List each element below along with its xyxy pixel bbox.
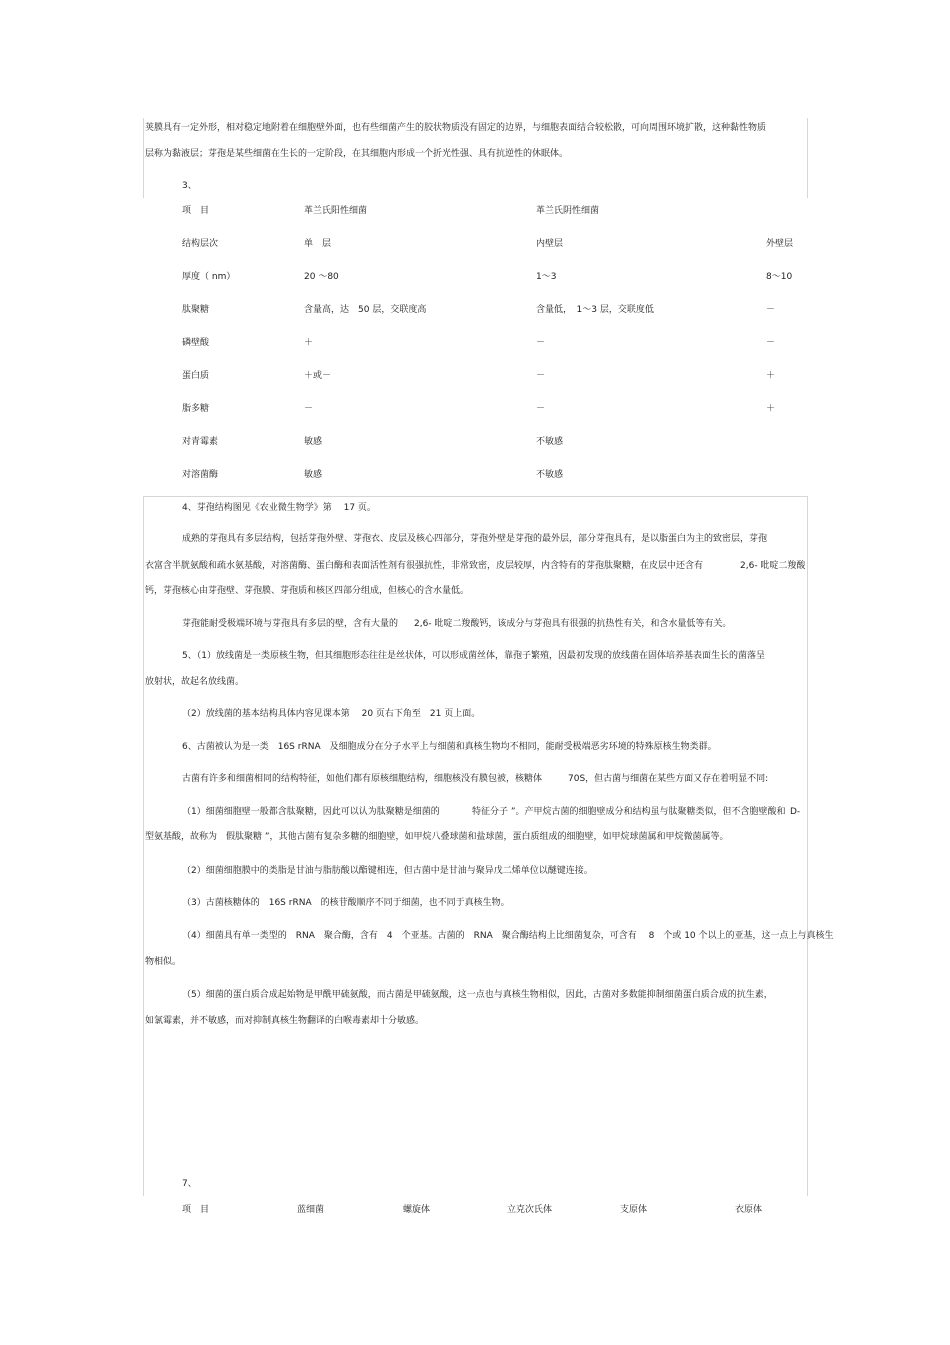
table-cell: 结构层次: [182, 239, 219, 249]
table-cell: 敏感: [304, 437, 323, 447]
table-cell: ＋: [766, 404, 776, 414]
section-5-p2: （2）放线菌的基本结构具体内容见课本第 20 页右下角至 21 页上面。: [182, 709, 481, 719]
section-6-p2-b: 70S，但古菌与细菌在某些方面又存在着明显不同:: [568, 774, 769, 784]
table-cell: 8～10: [766, 272, 793, 282]
table-cell: 肽聚糖: [182, 305, 210, 315]
table-header-item: 项 目: [182, 206, 210, 216]
frame-top-rule: [143, 496, 808, 497]
section-4-p2-b: 2,6- 吡啶二羧酸钙，该成分与芽孢具有很强的抗热性有关，和含水量低等有关。: [414, 619, 732, 629]
table-cell: －: [766, 338, 776, 348]
section-6-p2-a: 古菌有许多和细菌相同的结构特征，如他们都有原核细胞结构，细胞核没有膜包被，核糖体: [182, 774, 543, 784]
table-cell: ＋: [766, 371, 776, 381]
section-4-title: 4、芽孢结构图见《农业微生物学》第 17 页。: [182, 503, 376, 513]
table-cell: 厚度（ nm）: [182, 272, 236, 282]
table-cell: 1～3: [536, 272, 557, 282]
section-6-item-3: （3）古菌核糖体的 16S rRNA 的核苷酸顺序不同于细菌，也不同于真核生物。: [182, 898, 510, 908]
table-cell: 不敏感: [536, 437, 564, 447]
section-6-item-1-b: 特征分子 ”。产甲烷古菌的细胞壁成分和结构虽与肽聚糖类似，但不含胞壁酸和: [472, 807, 786, 817]
table-header-chlamydia: 衣原体: [735, 1205, 763, 1215]
frame-left-line: [143, 118, 144, 198]
frame-right-line: [807, 118, 808, 198]
table-cell: ＋或－: [304, 371, 332, 381]
table-cell: 含量高，达 50 层，交联度高: [304, 305, 427, 315]
intro-line-2: 层称为黏液层；芽孢是某些细菌在生长的一定阶段，在其细胞内形成一个折光性强、具有抗逆性的休眠体。: [145, 149, 569, 159]
section-6-p1: 6、古菌被认为是一类 16S rRNA 及细胞成分在分子水平上与细菌和真核生物均不相同，能耐受极端恶劣环境的特殊原核生物类群。: [182, 742, 717, 752]
section-6-item-2: （2）细菌细胞膜中的类脂是甘油与脂肪酸以酯键相连，但古菌中是甘油与聚异戊二烯单位以醚键连接。: [182, 866, 593, 876]
section-5-p1-line-1: 5、（1）放线菌是一类原核生物，但其细胞形态往往是丝状体，可以形成菌丝体，靠孢子繁殖，因最初发现的放线菌在固体培养基表面生长的菌落呈: [182, 651, 765, 661]
table-cell: 脂多糖: [182, 404, 210, 414]
section-4-p1-line-2-tail: 2,6- 吡啶二羧酸: [740, 561, 806, 571]
section-6-item-1-c: D-: [790, 807, 801, 817]
section-4-p2-a: 芽孢能耐受极端环境与芽孢具有多层的壁，含有大量的: [182, 619, 399, 629]
table-cell: 对溶菌酶: [182, 470, 219, 480]
section-6-item-5-line-1: （5）细菌的蛋白质合成起始物是甲酰甲硫氨酸，而古菌是甲硫氨酸，这一点也与真核生物相似，因此，古菌对多数能抑制细菌蛋白质合成的抗生素，: [182, 990, 773, 1000]
intro-line-1: 荚膜具有一定外形，相对稳定地附着在细胞壁外面，也有些细菌产生的胶状物质没有固定的边界，与细胞表面结合较松散，可向周围环境扩散，这种黏性物质: [145, 123, 767, 133]
section-5-p1-line-2: 放射状，故起名放线菌。: [145, 677, 245, 687]
table-cell: －: [536, 371, 546, 381]
section-6-item-4-line-1: （4）细菌具有单一类型的 RNA 聚合酶，含有 4 个亚基。古菌的 RNA 聚合酶结构上比细菌复杂，可含有 8 个或 10 个以上的亚基，这一点上与真核生: [182, 931, 834, 941]
table-header-gram-positive: 革兰氏阳性细菌: [304, 206, 368, 216]
frame-left-line-2: [143, 496, 144, 1196]
section-4-p1-line-3: 钙，芽孢核心由芽孢壁、芽孢膜、芽孢质和核区四部分组成，但核心的含水量低。: [145, 586, 470, 596]
table-cell: －: [766, 305, 776, 315]
table-header-cyanobacteria: 蓝细菌: [297, 1205, 325, 1215]
table-cell: 磷壁酸: [182, 338, 210, 348]
table-cell: －: [536, 338, 546, 348]
table-cell: 单 层: [304, 239, 332, 249]
section-4-p1-line-2: 衣富含半胱氨酸和疏水氨基酸，对溶菌酶、蛋白酶和表面活性剂有很强抗性，非常致密，皮层较厚，内含特有的芽孢肽聚糖，在皮层中还含有: [145, 561, 704, 571]
table-header-item: 项 目: [182, 1205, 210, 1215]
section-4-p1-line-1: 成熟的芽孢具有多层结构，包括芽孢外壁、芽孢衣、皮层及核心四部分，芽孢外壁是芽孢的最外层，部分芽孢具有，是以脂蛋白为主的致密层，芽孢: [182, 534, 768, 544]
table-cell: 敏感: [304, 470, 323, 480]
table-cell: 对青霉素: [182, 437, 219, 447]
section-3-number: 3、: [182, 181, 197, 191]
table-cell: －: [304, 404, 314, 414]
table-cell: 含量低， 1～3 层，交联度低: [536, 305, 654, 315]
table-header-rickettsia: 立克次氏体: [507, 1205, 553, 1215]
table-cell: ＋: [304, 338, 314, 348]
section-6-item-1-line-2: 型氨基酸，故称为 假肽聚糖 ”，其他古菌有复杂多糖的细胞壁，如甲烷八叠球菌和盐球菌，蛋白质组成的细胞壁，如甲烷球菌属和甲烷微菌属等。: [145, 832, 729, 842]
table-cell: 蛋白质: [182, 371, 210, 381]
table-cell: 不敏感: [536, 470, 564, 480]
section-6-item-5-line-2: 如氯霉素，并不敏感，而对抑制真核生物翻译的白喉毒素却十分敏感。: [145, 1016, 425, 1026]
section-6-item-4-line-2: 物相似。: [145, 957, 182, 967]
table-header-spirochete: 螺旋体: [403, 1205, 431, 1215]
table-cell: 20 ～80: [304, 272, 339, 282]
table-cell: 外壁层: [766, 239, 794, 249]
section-6-item-1-a: （1）细菌细胞壁一般都含肽聚糖，因此可以认为肽聚糖是细菌的: [182, 807, 440, 817]
table-cell: －: [536, 404, 546, 414]
frame-right-line-2: [807, 496, 808, 1196]
table-cell: 内壁层: [536, 239, 564, 249]
table-header-gram-negative: 革兰氏阴性细菌: [536, 206, 600, 216]
table-header-mycoplasma: 支原体: [620, 1205, 648, 1215]
section-7-number: 7、: [182, 1179, 197, 1189]
